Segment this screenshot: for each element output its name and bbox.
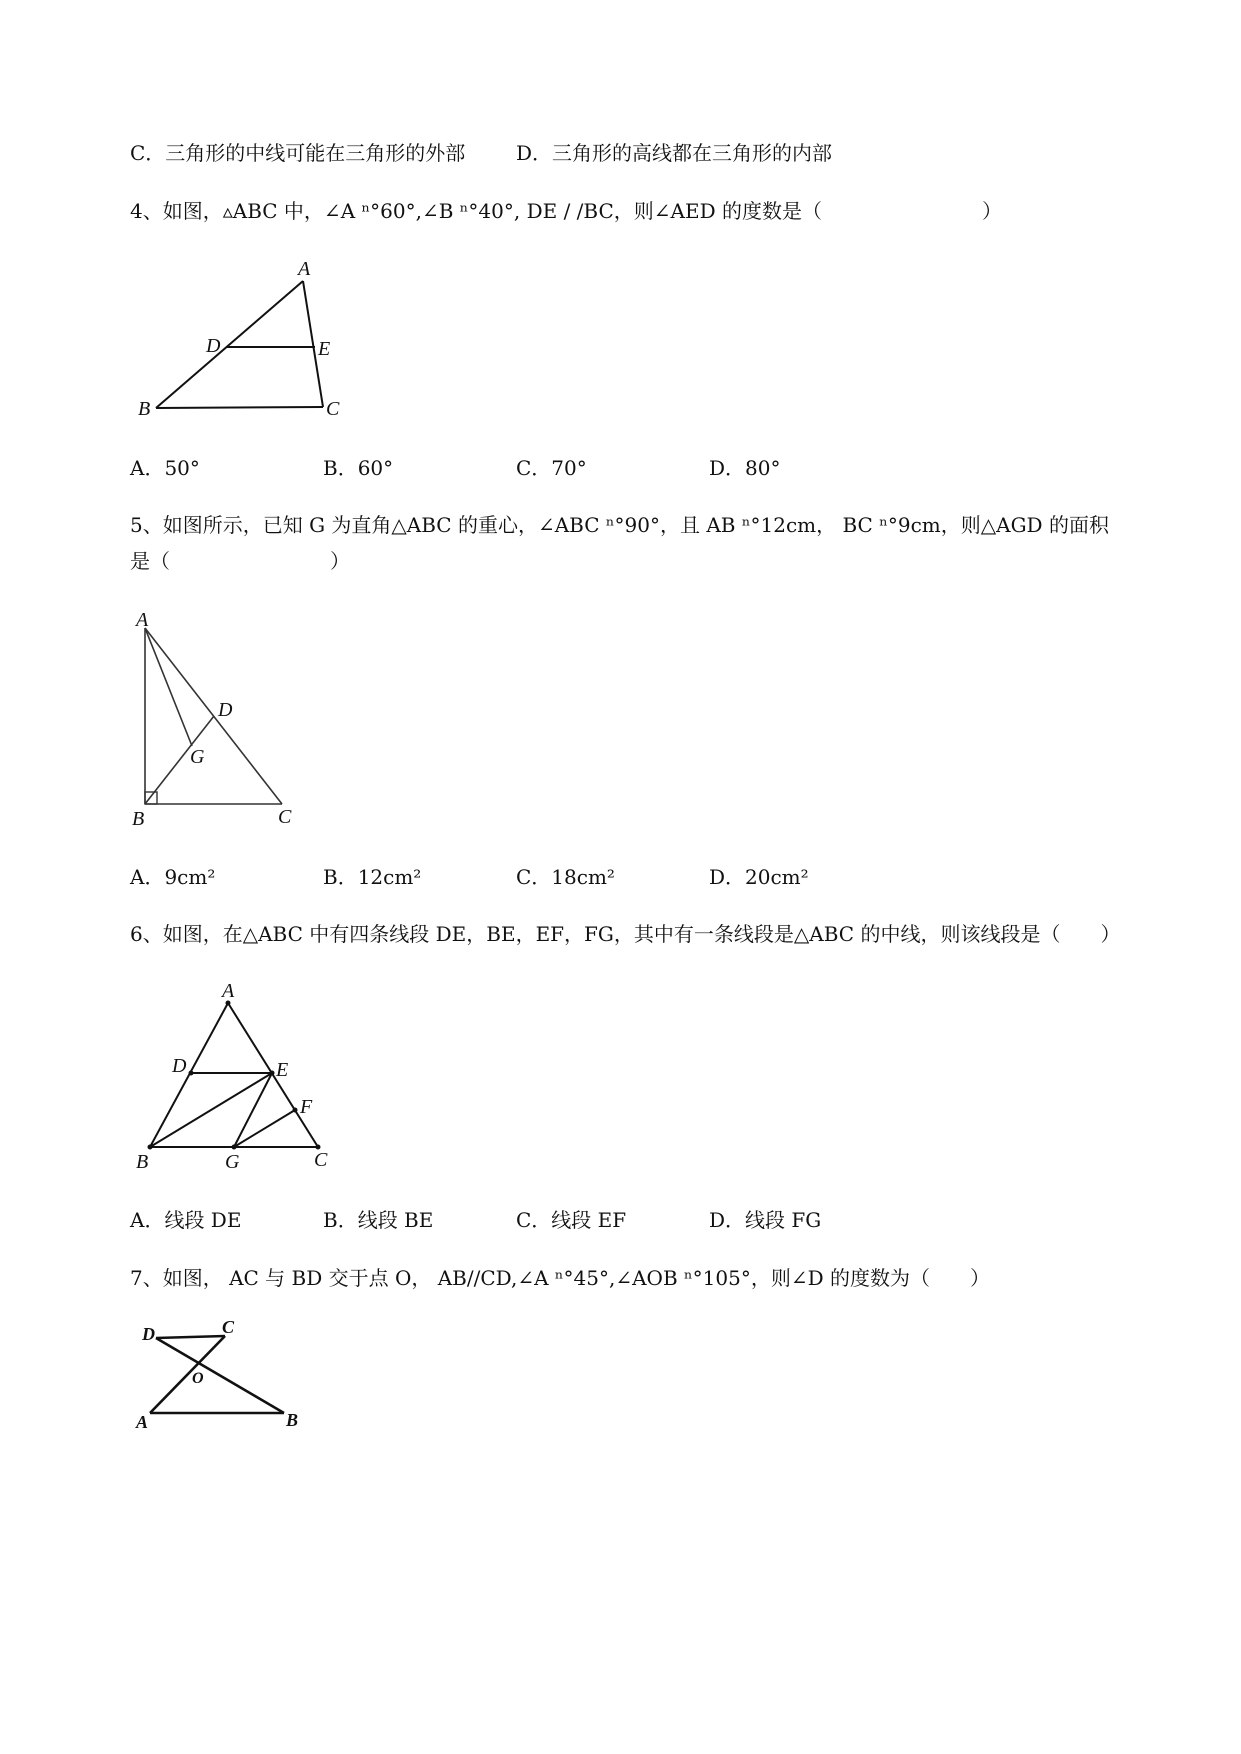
q7-label-b: B: [286, 1410, 299, 1430]
q5-label-g: G: [190, 746, 205, 768]
q7-figure: [130, 1318, 320, 1438]
q6-option-a: A．线段 DE: [130, 1208, 242, 1232]
q6-label-f: F: [300, 1096, 313, 1118]
q5-label-d: D: [218, 699, 233, 721]
q4-option-d: D．80°: [709, 456, 781, 480]
q6-figure: [130, 980, 340, 1175]
q3-option-d: D．三角形的高线都在三角形的内部: [516, 141, 833, 165]
q6-label-g: G: [225, 1151, 240, 1173]
q4-label-e: E: [318, 338, 331, 360]
q4-label-c: C: [326, 398, 340, 420]
q4-option-b: B．60°: [323, 456, 394, 480]
q5-label-a: A: [136, 609, 149, 631]
q5-option-c: C．18cm²: [516, 865, 615, 889]
q6-label-d: D: [172, 1055, 187, 1077]
q6-label-c: C: [314, 1149, 328, 1171]
q7-label-a: A: [136, 1412, 149, 1432]
q7-label-d: D: [142, 1324, 155, 1344]
q4-figure: [130, 255, 360, 425]
q4-label-a: A: [298, 258, 311, 280]
q5-figure: [130, 608, 310, 833]
q6-label-b: B: [136, 1151, 149, 1173]
q4-stem: 4、如图，▵ABC 中，∠A ⁿ°60°,∠B ⁿ°40°, DE / /BC，则∠AED 的度数是（ ）: [130, 199, 1002, 223]
q7-label-o: O: [192, 1370, 204, 1387]
q4-option-c: C．70°: [516, 456, 587, 480]
q6-label-e: E: [276, 1059, 289, 1081]
q5-stem-line1: 5、如图所示，已知 G 为直角△ABC 的重心，∠ABC ⁿ°90°，且 AB ⁿ°12cm， BC ⁿ°9cm，则△AGD 的面积: [130, 513, 1109, 537]
q3-option-c: C．三角形的中线可能在三角形的外部: [130, 141, 466, 165]
q4-label-d: D: [206, 335, 221, 357]
q6-option-d: D．线段 FG: [709, 1208, 822, 1232]
q5-option-a: A．9cm²: [130, 865, 216, 889]
q6-option-b: B．线段 BE: [323, 1208, 434, 1232]
q6-stem: 6、如图，在△ABC 中有四条线段 DE，BE，EF，FG，其中有一条线段是△ABC 的中线，则该线段是（ ）: [130, 922, 1121, 946]
q4-label-b: B: [138, 398, 151, 420]
q5-label-c: C: [278, 806, 292, 828]
q6-label-a: A: [222, 980, 235, 1002]
q7-label-c: C: [222, 1317, 235, 1337]
q7-stem: 7、如图， AC 与 BD 交于点 O， AB//CD,∠A ⁿ°45°,∠AOB ⁿ°105°，则∠D 的度数为（ ）: [130, 1266, 990, 1290]
q6-option-c: C．线段 EF: [516, 1208, 627, 1232]
q4-option-a: A．50°: [130, 456, 200, 480]
q5-option-d: D．20cm²: [709, 865, 809, 889]
q5-stem-line2: 是（ ）: [130, 549, 350, 573]
q5-label-b: B: [132, 808, 145, 830]
q5-option-b: B．12cm²: [323, 865, 422, 889]
